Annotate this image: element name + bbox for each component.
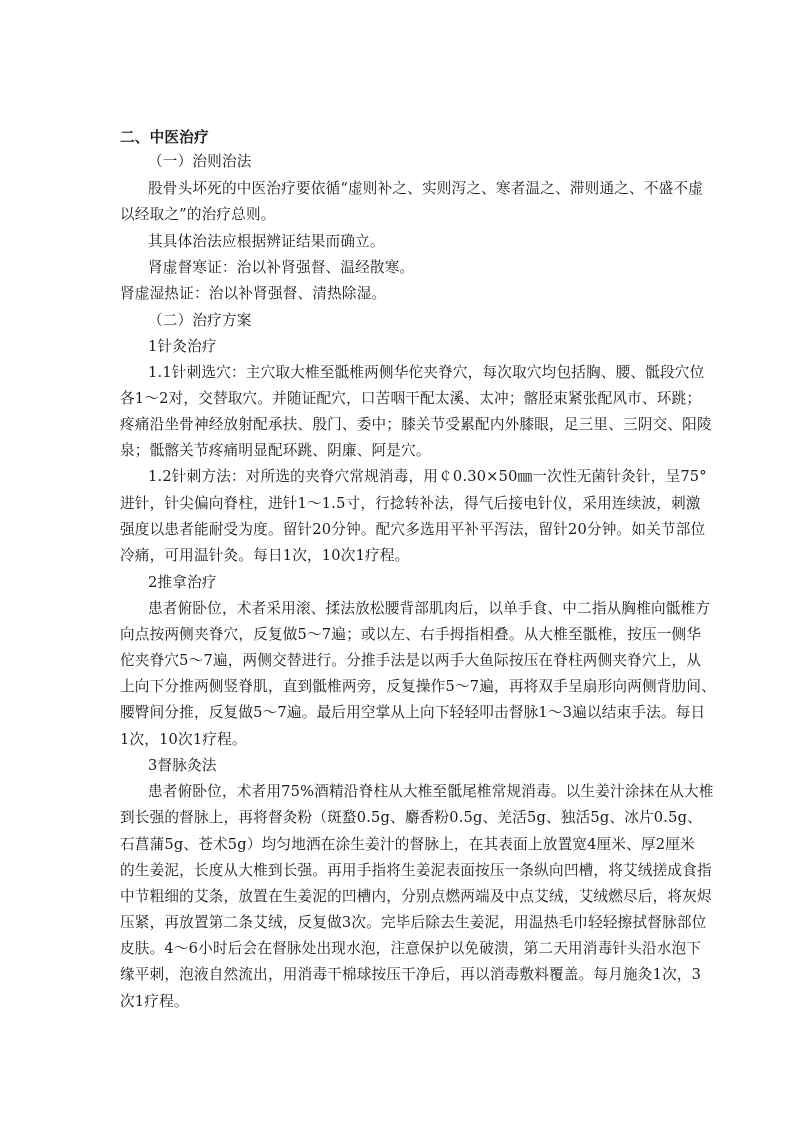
paragraph-line: 疼痛沿坐骨神经放射配承扶、殷门、委中；膝关节受累配内外膝眼，足三里、三阴交、阳陵 — [120, 416, 712, 433]
paragraph-line: 肾虚湿热证：治以补肾强督、清热除湿。 — [120, 285, 387, 302]
paragraph-line: 缘平刺，泡液自然流出，用消毒干棉球按压干净后，再以消毒敷料覆盖。每月施灸1次，3 — [120, 966, 702, 983]
section-title-massage: 2推拿治疗 — [148, 574, 217, 591]
paragraph-line: 的生姜泥，长度从大椎到长强。再用手指将生姜泥表面按压一条纵向凹槽，将艾绒搓成食指 — [120, 862, 712, 879]
paragraph-line: 次1疗程。 — [120, 993, 189, 1010]
section-title-moxibustion: 3督脉灸法 — [148, 757, 217, 774]
paragraph-line: 肾虚督寒证：治以补肾强督、温经散寒。 — [148, 259, 415, 276]
paragraph-line: 患者俯卧位，术者采用滚、揉法放松腰背部肌肉后，以单手食、中二指从胸椎向骶椎方 — [148, 600, 711, 617]
subsection-heading-plan: （二）治疗方案 — [148, 312, 252, 329]
paragraph-line: 冷痛，可用温针灸。每日1次，10次1疗程。 — [120, 547, 410, 564]
paragraph-line: 中节粗细的艾条，放置在生姜泥的凹槽内，分别点燃两端及中点艾绒，艾绒燃尽后，将灰烬 — [120, 888, 712, 905]
paragraph-line: 皮肤。4～6小时后会在督脉处出现水泡，注意保护以免破溃，第二天用消毒针头沿水泡下 — [120, 940, 702, 957]
paragraph-line: 向点按两侧夹脊穴，反复做5～7遍；或以左、右手拇指相叠。从大椎至骶椎，按压一侧华 — [120, 626, 702, 643]
paragraph-line: 强度以患者能耐受为度。留针20分钟。配穴多选用平补平泻法，留针20分钟。如关节部位 — [120, 521, 706, 538]
paragraph-line: 1.1针刺选穴：主穴取大椎至骶椎两侧华佗夹脊穴，每次取穴均包括胸、腰、骶段穴位 — [148, 364, 705, 381]
paragraph-line: 其具体治法应根据辨证结果而确立。 — [148, 233, 385, 250]
subsection-heading-principles: （一）治则治法 — [148, 153, 252, 170]
paragraph-line: 压紧，再放置第二条艾绒，反复做3次。完毕后除去生姜泥，用温热毛巾轻轻擦拭督脉部位 — [120, 914, 707, 931]
paragraph-line: 到长强的督脉上，再将督灸粉（斑蝥0.5g、麝香粉0.5g、羌活5g、独活5g、冰片0.5g、 — [120, 809, 702, 826]
paragraph-line: 1次，10次1疗程。 — [120, 731, 247, 748]
paragraph-line: 进针，针尖偏向脊柱，进针1～1.5寸，行捻转补法，得气后接电针仪，采用连续波，刺激 — [120, 495, 701, 512]
paragraph-line: 股骨头坏死的中医治疗要依循“虚则补之、实则泻之、寒者温之、滞则通之、不盛不虚 — [148, 180, 704, 197]
paragraph-line: 石菖蒲5g、苍术5g）均匀地洒在涂生姜汁的督脉上，在其表面上放置宽4厘米、厚2厘米 — [120, 836, 695, 853]
paragraph-line: 上向下分推两侧竖脊肌，直到骶椎两旁，反复操作5～7遍，再将双手呈扇形向两侧背肋间、 — [120, 678, 716, 695]
paragraph-line: 佗夹脊穴5～7遍，两侧交替进行。分推手法是以两手大鱼际按压在脊柱两侧夹脊穴上，从 — [120, 652, 702, 669]
section-title-acupuncture: 1针灸治疗 — [148, 338, 217, 355]
paragraph-line: 泉；骶髂关节疼痛明显配环跳、阴廉、阿是穴。 — [120, 442, 431, 459]
paragraph-line: 以经取之”的治疗总则。 — [120, 206, 276, 223]
paragraph-line: 1.2针刺方法：对所选的夹脊穴常规消毒，用￠0.30×50㎜一次性无菌针灸针，呈75° — [148, 468, 707, 485]
section-heading: 二、中医治疗 — [120, 129, 209, 146]
paragraph-line: 腰臀间分推，反复做5～7遍。最后用空掌从上向下轻轻叩击督脉1～3遍以结束手法。每日 — [120, 704, 706, 721]
paragraph-line: 患者俯卧位，术者用75%酒精沿脊柱从大椎至骶尾椎常规消毒。以生姜汁涂抹在从大椎 — [148, 783, 714, 800]
paragraph-line: 各1～2对，交替取穴。并随证配穴，口苦咽干配太溪、太冲；髂胫束紧张配风市、环跳； — [120, 390, 702, 407]
